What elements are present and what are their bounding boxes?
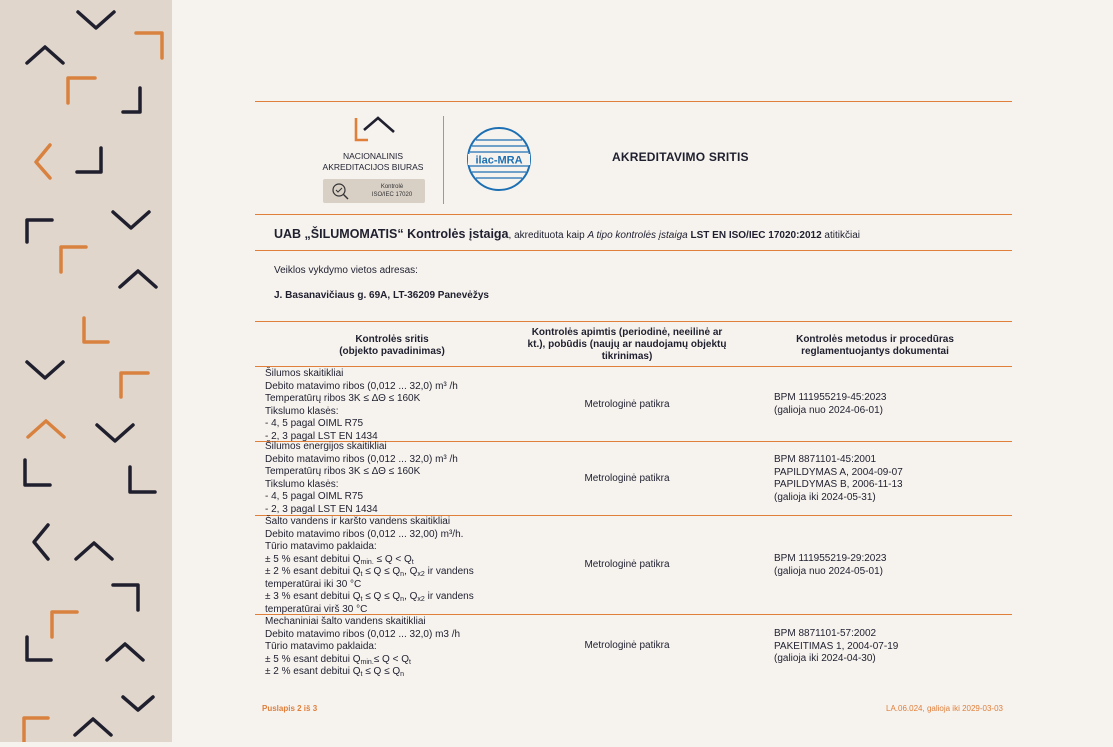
document-reference: LA.06.024, galioja iki 2029-03-03 (886, 704, 1003, 713)
nab-line1: NACIONALINIS (343, 151, 403, 161)
r3-l4sub1: min. (360, 558, 374, 566)
r1-l5: - 4, 5 pagal OIML R75 (265, 418, 364, 429)
r3-l5 (265, 566, 527, 579)
r2-l5: - 4, 5 pagal OIML R75 (265, 491, 364, 502)
r3-l5sub2: n (400, 571, 405, 578)
table-row-1-extent: Metrologinė patikra (584, 399, 670, 410)
r3-doc-2: (galioja nuo 2024-05-01) (774, 565, 883, 577)
company-standard: LST EN ISO/IEC 17020:2012 (687, 230, 822, 241)
r3-l4a: ± 5 % esant debitui Q (265, 553, 361, 565)
table-row-2-scope (265, 441, 527, 516)
r1-doc-1: BPM 111955219-45:2023 (774, 392, 887, 403)
row-divider-3 (255, 614, 1012, 615)
r2-doc-4: (galioja iki 2024-05-31) (774, 491, 876, 503)
r3-l5b: ≤ Q ≤ Q (362, 566, 401, 577)
r3-l8: temperatūrai virš 30 °C (265, 603, 368, 615)
table-row-4-documents (774, 628, 898, 666)
r4-l5 (265, 666, 527, 679)
r4-l4sub2: t (409, 658, 411, 666)
r3-l5sub3: x2 (417, 571, 425, 578)
r4-l3: Tūrio matavimo paklaida: (265, 641, 377, 652)
company-type: A tipo kontrolės įstaiga (587, 230, 688, 241)
r3-l7c: , Q (404, 591, 418, 602)
table-row-2-documents (774, 454, 903, 504)
r3-l5sub1: t (360, 571, 363, 578)
table-header-documents: Kontrolės metodus ir procedūras reglamentuojantys dokumentai (796, 334, 954, 357)
r2-l2: Debito matavimo ribos (0,012 ... 32,0) m³ /h (265, 453, 458, 465)
r4-l1: Mechaniniai šalto vandens skaitikliai (265, 616, 426, 627)
r1-l1: Šilumos skaitikliai (265, 368, 344, 379)
table-header-extent: Kontrolės apimtis (periodinė, neeilinė ar kt.), pobūdis (naujų ar naudojamų objektų tikrinimas) (527, 327, 727, 362)
r3-l2: Debito matavimo ribos (0,012 ... 32,00) m³/h. (265, 528, 464, 540)
r3-l7a: ± 3 % esant debitui Q (265, 591, 361, 602)
address-label: Veiklos vykdymo vietos adresas: (274, 265, 418, 276)
r2-doc-1: BPM 8871101-45:2001 (774, 454, 877, 465)
badge-line1: Kontrolė (380, 184, 404, 190)
table-row-1-documents (774, 392, 887, 417)
table-row-4-extent: Metrologinė patikra (584, 640, 670, 651)
r4-l5b: ≤ Q ≤ Q (362, 666, 401, 677)
table-row-3-scope (265, 516, 527, 616)
table-row-2-extent: Metrologinė patikra (584, 473, 670, 484)
r4-l4sub1: min. (360, 658, 374, 666)
nab-logo-icon (352, 114, 398, 144)
table-row-4-scope (265, 616, 527, 679)
r3-l7sub1: t (360, 596, 363, 603)
decorative-sidebar (0, 0, 172, 742)
r4-l4 (265, 654, 527, 667)
nab-line2: AKREDITACIJOS BIURAS (322, 162, 424, 172)
nab-name (317, 151, 429, 173)
table-row-3-documents (774, 553, 887, 578)
r4-l4a: ± 5 % esant debitui Q (265, 653, 361, 665)
row-divider-0 (255, 366, 1012, 367)
r1-l2: Debito matavimo ribos (0,012 ... 32,0) m³ /h (265, 380, 458, 392)
magnifier-icon (331, 182, 351, 200)
company-text-1: , akredituota kaip (508, 230, 588, 241)
r3-l7sub3: x2 (417, 596, 425, 603)
r2-l4: Tikslumo klasės: (265, 478, 339, 490)
header-separator (443, 116, 444, 204)
r4-l4b: ≤ Q < Q (373, 653, 410, 665)
accreditation-badge (323, 179, 425, 203)
chevron-pattern-icon (0, 0, 172, 742)
company-line (274, 227, 860, 241)
r3-l7sub2: n (400, 596, 405, 603)
r3-l5d: ir vandens (424, 566, 474, 577)
r3-l3: Tūrio matavimo paklaida: (265, 541, 377, 552)
r2-doc-2: PAPILDYMAS A, 2004-09-07 (774, 466, 903, 478)
divider-3 (255, 250, 1012, 251)
r4-doc-1: BPM 8871101-57:2002 (774, 628, 877, 639)
r4-l5sub2: n (400, 671, 405, 678)
r1-doc-2: (galioja nuo 2024-06-01) (774, 404, 883, 416)
r3-l4sub2: t (411, 558, 414, 566)
r3-l4b: ≤ Q < Q (373, 553, 412, 565)
r2-l1: Šilumos energijos skaitikliai (265, 441, 387, 452)
r3-l1: Šalto vandens ir karšto vandens skaitikliai (265, 516, 451, 527)
divider-2 (255, 214, 1012, 215)
document-page (172, 0, 1113, 742)
ilac-mra-logo-icon (466, 126, 532, 192)
r2-l6: - 2, 3 pagal LST EN 1434 (265, 503, 378, 515)
company-text-2: atitikčiai (821, 230, 861, 241)
page-number: Puslapis 2 iš 3 (262, 704, 318, 713)
badge-line2: ISO/IEC 17020 (371, 192, 413, 198)
r3-doc-1: BPM 111955219-29:2023 (774, 553, 887, 564)
r3-l7b: ≤ Q ≤ Q (362, 591, 401, 602)
r4-l5sub1: t (360, 671, 363, 678)
r4-l2: Debito matavimo ribos (0,012 ... 32,0) m3 /h (265, 628, 461, 640)
ilac-text: ilac-MRA (475, 154, 523, 167)
r4-doc-3: (galioja iki 2024-04-30) (774, 653, 876, 664)
address-value: J. Basanavičiaus g. 69A, LT-36209 Panevėžys (274, 290, 489, 301)
company-name: UAB „ŠILUMOMATIS“ Kontrolės įstaiga (274, 227, 509, 241)
r1-l4: Tikslumo klasės: (265, 405, 339, 417)
table-top-border (255, 321, 1012, 322)
r2-l3: Temperatūrų ribos 3K ≤ ΔΘ ≤ 160K (265, 466, 421, 477)
table-header-scope: Kontrolės sritis (objekto pavadinimas) (339, 334, 445, 357)
r4-doc-2: PAKEITIMAS 1, 2004-07-19 (774, 640, 899, 652)
r4-l5a: ± 2 % esant debitui Q (265, 666, 361, 677)
top-divider (255, 101, 1012, 102)
table-row-1-scope (265, 368, 527, 443)
r3-l5a: ± 2 % esant debitui Q (265, 566, 361, 577)
r3-l6: temperatūrai iki 30 °C (265, 578, 362, 590)
r1-l3: Temperatūrų ribos 3K ≤ ΔΘ ≤ 160K (265, 393, 421, 404)
r2-doc-3: PAPILDYMAS B, 2006-11-13 (774, 479, 903, 490)
r3-l5c: , Q (404, 566, 418, 577)
r3-l7 (265, 591, 527, 604)
r3-l4 (265, 554, 527, 567)
r1-l6: - 2, 3 pagal LST EN 1434 (265, 430, 378, 442)
page-title: AKREDITAVIMO SRITIS (612, 150, 749, 164)
r3-l7d: ir vandens (424, 591, 474, 602)
table-row-3-extent: Metrologinė patikra (584, 559, 670, 570)
